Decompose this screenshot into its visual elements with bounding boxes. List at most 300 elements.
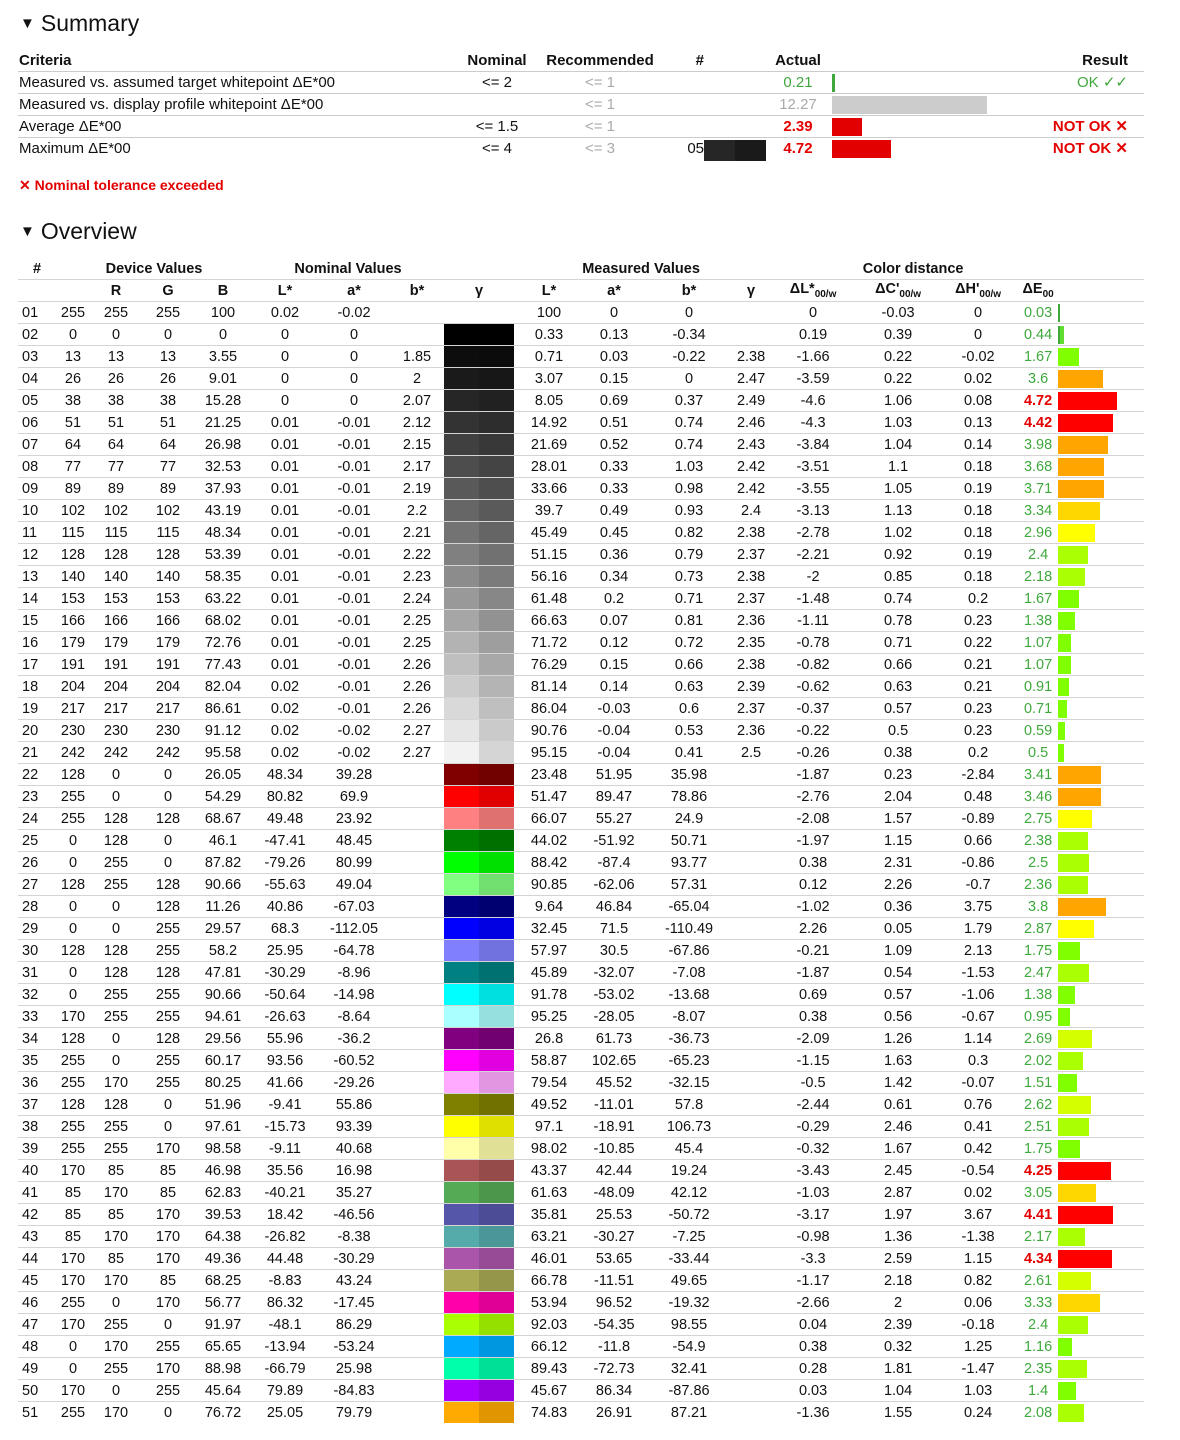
actual-cell: 0.21: [783, 74, 813, 91]
patch-row: [18, 1028, 1144, 1050]
nominal-l: 68.02: [194, 610, 252, 632]
device-b: 242: [142, 742, 194, 764]
measured-l: 3.07: [514, 368, 584, 390]
patch-num: 03: [18, 346, 56, 368]
patch-swatch: [444, 346, 514, 368]
device-r: 255: [56, 1050, 90, 1072]
patch-num: 42: [18, 1204, 56, 1226]
patch-row: [18, 676, 1144, 698]
patch-num: 27: [18, 874, 56, 896]
patch-num: 29: [18, 918, 56, 940]
device-g: 153: [90, 588, 142, 610]
delta-c: 0.56: [858, 1006, 938, 1028]
measured-b: 0.74: [644, 412, 734, 434]
measured-a: -72.73: [584, 1358, 644, 1380]
device-g: 64: [90, 434, 142, 456]
measured-gamma: 2.46: [734, 412, 768, 434]
delta-e-bar-cell: [1058, 1094, 1144, 1116]
delta-e-bar-cell: [1058, 456, 1144, 478]
nominal-b: -0.01: [318, 522, 390, 544]
delta-e-bar-cell: [1058, 1006, 1144, 1028]
measured-b: -8.07: [644, 1006, 734, 1028]
delta-e-header: $\Delta E_{00}$: [1018, 280, 1058, 302]
measured-b: 19.24: [644, 1160, 734, 1182]
measured-gamma: 2.35: [734, 632, 768, 654]
nominal-b: 49.04: [318, 874, 390, 896]
overview-table: [18, 258, 1144, 1423]
delta-e-bar: [1058, 1294, 1100, 1312]
nominal-a: 0.01: [252, 588, 318, 610]
patch-swatch: [444, 874, 514, 896]
nominal-a: 0.01: [252, 434, 318, 456]
device-r: 38: [56, 390, 90, 412]
device-b: 77: [142, 456, 194, 478]
measured-b: 0.93: [644, 500, 734, 522]
max-delta-swatch: [704, 140, 766, 161]
result-cell: NOT OK ✕: [1052, 118, 1128, 135]
device-r: 51: [56, 412, 90, 434]
patch-num: 34: [18, 1028, 56, 1050]
measured-a: 0.45: [584, 522, 644, 544]
nominal-l: 46.1: [194, 830, 252, 852]
device-b: 0: [142, 764, 194, 786]
delta-e-bar: [1058, 392, 1117, 410]
delta-e: 1.07: [1018, 632, 1058, 654]
delta-l: -2.08: [768, 808, 858, 830]
nominal-cell: <= 4: [481, 140, 513, 157]
patch-num: 17: [18, 654, 56, 676]
patch-num: 25: [18, 830, 56, 852]
delta-e-bar: [1058, 964, 1089, 982]
measured-l: 51.15: [514, 544, 584, 566]
delta-e: 2.69: [1018, 1028, 1058, 1050]
result-cell: OK ✓✓: [1077, 74, 1128, 91]
nominal-a: 93.56: [252, 1050, 318, 1072]
delta-e-bar-cell: [1058, 1270, 1144, 1292]
device-g: 255: [90, 1138, 142, 1160]
patch-swatch: [444, 962, 514, 984]
measured-b: 0.98: [644, 478, 734, 500]
delta-e-bar: [1058, 436, 1108, 454]
delta-e: 2.61: [1018, 1270, 1058, 1292]
patch-row: [18, 786, 1144, 808]
nominal-l: 58.2: [194, 940, 252, 962]
device-b: 85: [142, 1270, 194, 1292]
delta-h: 3.75: [938, 896, 1018, 918]
device-b: 255: [142, 302, 194, 324]
delta-h: 0.13: [938, 412, 1018, 434]
measured-b: -67.86: [644, 940, 734, 962]
nominal-l: 26.98: [194, 434, 252, 456]
patch-num: 39: [18, 1138, 56, 1160]
measured-b: 45.4: [644, 1138, 734, 1160]
nominal-l: 39.53: [194, 1204, 252, 1226]
device-g: 170: [90, 1182, 142, 1204]
patch-row: [18, 1050, 1144, 1072]
device-g: 115: [90, 522, 142, 544]
measured-b: 0.6: [644, 698, 734, 720]
nominal-gamma: [390, 874, 444, 896]
nominal-a: -50.64: [252, 984, 318, 1006]
delta-l: -0.62: [768, 676, 858, 698]
delta-l: -1.87: [768, 764, 858, 786]
nominal-l: 53.39: [194, 544, 252, 566]
patch-swatch: [444, 1358, 514, 1380]
nominal-a: 0.01: [252, 544, 318, 566]
measured-l: 100: [514, 302, 584, 324]
measured-gamma: [734, 1314, 768, 1336]
nominal-values-header: Nominal Values: [294, 260, 402, 277]
nominal-a: -66.79: [252, 1358, 318, 1380]
measured-l: 45.67: [514, 1380, 584, 1402]
device-r: 0: [56, 918, 90, 940]
patch-row: [18, 478, 1144, 500]
device-g: 255: [90, 1314, 142, 1336]
patch-num: 14: [18, 588, 56, 610]
summary-title: Summary: [40, 10, 140, 36]
delta-e-bar-cell: [1058, 1050, 1144, 1072]
delta-e-bar: [1058, 898, 1106, 916]
measured-gamma: [734, 830, 768, 852]
delta-l: -0.21: [768, 940, 858, 962]
delta-l: -1.15: [768, 1050, 858, 1072]
patch-swatch: [444, 434, 514, 456]
device-g: 85: [90, 1248, 142, 1270]
summary-row: [18, 137, 1144, 159]
device-r: 85: [56, 1204, 90, 1226]
delta-h: -0.89: [938, 808, 1018, 830]
nominal-a: -40.21: [252, 1182, 318, 1204]
delta-e-bar: [1058, 678, 1069, 696]
measured-b: 35.98: [644, 764, 734, 786]
delta-h: -0.7: [938, 874, 1018, 896]
measured-gamma: 2.47: [734, 368, 768, 390]
delta-h: 3.67: [938, 1204, 1018, 1226]
nominal-gamma: 2.19: [390, 478, 444, 500]
patch-row: [18, 984, 1144, 1006]
measured-gamma: 2.38: [734, 566, 768, 588]
device-b: 0: [142, 324, 194, 346]
nominal-a: -9.11: [252, 1138, 318, 1160]
nominal-a: -30.29: [252, 962, 318, 984]
nominal-a: 0.01: [252, 412, 318, 434]
device-b: 0: [142, 1094, 194, 1116]
measured-a: -10.85: [584, 1138, 644, 1160]
patch-row: [18, 1006, 1144, 1028]
nominal-gamma: [390, 1138, 444, 1160]
measured-l: 63.21: [514, 1226, 584, 1248]
measured-a: -62.06: [584, 874, 644, 896]
patch-swatch: [444, 610, 514, 632]
patch-swatch: [444, 456, 514, 478]
nominal-a: -55.63: [252, 874, 318, 896]
measured-gamma: 2.5: [734, 742, 768, 764]
delta-h: 0.19: [938, 478, 1018, 500]
measured-l: 26.8: [514, 1028, 584, 1050]
delta-e: 1.75: [1018, 940, 1058, 962]
device-g: 77: [90, 456, 142, 478]
device-r: 242: [56, 742, 90, 764]
nominal-b: -0.01: [318, 588, 390, 610]
nominal-b: -0.01: [318, 544, 390, 566]
nominal-gamma: [390, 1314, 444, 1336]
measured-l: 44.02: [514, 830, 584, 852]
measured-a: -48.09: [584, 1182, 644, 1204]
delta-c: 1.97: [858, 1204, 938, 1226]
patch-swatch: [444, 720, 514, 742]
measured-l: 9.64: [514, 896, 584, 918]
nominal-b: -0.01: [318, 500, 390, 522]
patch-swatch: [444, 676, 514, 698]
measured-b: 32.41: [644, 1358, 734, 1380]
delta-l: -0.37: [768, 698, 858, 720]
delta-e-bar-cell: [1058, 698, 1144, 720]
measured-a: 0.51: [584, 412, 644, 434]
device-r: 170: [56, 1006, 90, 1028]
delta-e: 3.6: [1018, 368, 1058, 390]
patch-row: [18, 346, 1144, 368]
measured-gamma: 2.42: [734, 478, 768, 500]
device-g: 170: [90, 1072, 142, 1094]
measured-b: 1.03: [644, 456, 734, 478]
delta-e: 3.46: [1018, 786, 1058, 808]
patch-swatch: [444, 1292, 514, 1314]
measured-a: 0.12: [584, 632, 644, 654]
delta-l: 0.19: [768, 324, 858, 346]
nominal-gamma: 2.07: [390, 390, 444, 412]
measured-gamma: [734, 1138, 768, 1160]
nominal-b: -8.38: [318, 1226, 390, 1248]
measured-l: 57.97: [514, 940, 584, 962]
measured-gamma: 2.38: [734, 346, 768, 368]
patch-row: [18, 1270, 1144, 1292]
nominal-l: 82.04: [194, 676, 252, 698]
device-g: 0: [90, 896, 142, 918]
patch-num: 23: [18, 786, 56, 808]
device-b: 191: [142, 654, 194, 676]
measured-a: 0.34: [584, 566, 644, 588]
delta-e-bar-cell: [1058, 610, 1144, 632]
patch-swatch: [444, 764, 514, 786]
patch-swatch: [444, 1226, 514, 1248]
recommended-cell: <= 1: [584, 96, 616, 113]
device-g: 13: [90, 346, 142, 368]
device-g: 128: [90, 808, 142, 830]
measured-gamma: 2.42: [734, 456, 768, 478]
nominal-l: 15.28: [194, 390, 252, 412]
delta-l: -3.59: [768, 368, 858, 390]
patch-num: 51: [18, 1402, 56, 1424]
delta-e-bar: [1058, 1316, 1088, 1334]
nominal-l: 86.61: [194, 698, 252, 720]
nominal-gamma: [390, 1116, 444, 1138]
device-r: 0: [56, 984, 90, 1006]
delta-e: 3.41: [1018, 764, 1058, 786]
delta-h: 0.08: [938, 390, 1018, 412]
measured-l: 98.02: [514, 1138, 584, 1160]
nominal-a-header: a*: [318, 280, 390, 302]
nominal-l: 56.77: [194, 1292, 252, 1314]
patch-row: [18, 588, 1144, 610]
patch-swatch: [444, 544, 514, 566]
device-b: 85: [142, 1182, 194, 1204]
delta-e: 4.72: [1018, 390, 1058, 412]
measured-b: -19.32: [644, 1292, 734, 1314]
patch-swatch: [444, 412, 514, 434]
measured-a: 30.5: [584, 940, 644, 962]
patch-row: [18, 742, 1144, 764]
measured-gamma: [734, 808, 768, 830]
nominal-l: 49.36: [194, 1248, 252, 1270]
patch-num: 40: [18, 1160, 56, 1182]
measured-a: -18.91: [584, 1116, 644, 1138]
nominal-l: 60.17: [194, 1050, 252, 1072]
delta-e: 0.91: [1018, 676, 1058, 698]
delta-h: 0.21: [938, 654, 1018, 676]
measured-gamma: [734, 896, 768, 918]
nominal-b: -0.01: [318, 698, 390, 720]
measured-b: 0.53: [644, 720, 734, 742]
delta-c: 0.05: [858, 918, 938, 940]
delta-h: -1.38: [938, 1226, 1018, 1248]
device-b: 217: [142, 698, 194, 720]
actual-cell: 2.39: [783, 118, 813, 135]
delta-c: 0.38: [858, 742, 938, 764]
delta-l: -3.3: [768, 1248, 858, 1270]
nominal-a: 0.01: [252, 632, 318, 654]
device-b: 255: [142, 984, 194, 1006]
nominal-gamma: 1.85: [390, 346, 444, 368]
nominal-a: 35.56: [252, 1160, 318, 1182]
delta-e-bar-cell: [1058, 720, 1144, 742]
criteria-cell: Maximum ΔE*00: [19, 140, 131, 157]
nominal-gamma: [390, 1402, 444, 1424]
actual-cell: 4.72: [783, 140, 813, 157]
patch-swatch: [444, 478, 514, 500]
delta-e-bar-cell: [1058, 478, 1144, 500]
measured-a: 0.03: [584, 346, 644, 368]
delta-h: 0.19: [938, 544, 1018, 566]
delta-e-bar: [1058, 612, 1075, 630]
patch-row: [18, 610, 1144, 632]
device-r: 128: [56, 940, 90, 962]
delta-c: 0.61: [858, 1094, 938, 1116]
recommended-cell: <= 1: [584, 74, 616, 91]
delta-l: -1.87: [768, 962, 858, 984]
delta-e-bar: [1058, 326, 1064, 344]
measured-b: 57.8: [644, 1094, 734, 1116]
delta-e: 4.42: [1018, 412, 1058, 434]
nominal-b: -0.01: [318, 610, 390, 632]
overview-toggle[interactable]: [20, 218, 137, 245]
patch-row: [18, 1204, 1144, 1226]
nominal-b: -0.01: [318, 566, 390, 588]
measured-l: 76.29: [514, 654, 584, 676]
delta-c: 0.39: [858, 324, 938, 346]
nominal-a: 0.01: [252, 566, 318, 588]
delta-c: 1.02: [858, 522, 938, 544]
device-r: 153: [56, 588, 90, 610]
nominal-a: 0.02: [252, 302, 318, 324]
measured-b: -110.49: [644, 918, 734, 940]
delta-l: -0.5: [768, 1072, 858, 1094]
device-r: 255: [56, 302, 90, 324]
measured-b: 42.12: [644, 1182, 734, 1204]
device-b: 128: [142, 808, 194, 830]
device-b: 255: [142, 1336, 194, 1358]
nominal-gamma: 2.2: [390, 500, 444, 522]
delta-h: 0.23: [938, 610, 1018, 632]
delta-l: -2.66: [768, 1292, 858, 1314]
patch-row: [18, 302, 1144, 324]
delta-e-bar-cell: [1058, 1182, 1144, 1204]
delta-e-bar: [1058, 766, 1101, 784]
measured-l: 39.7: [514, 500, 584, 522]
delta-e-bar-cell: [1058, 1204, 1144, 1226]
nominal-gamma-header: γ: [444, 280, 514, 302]
device-b: 13: [142, 346, 194, 368]
measured-a: 102.65: [584, 1050, 644, 1072]
device-r: 0: [56, 962, 90, 984]
delta-e: 2.02: [1018, 1050, 1058, 1072]
nominal-b: 79.79: [318, 1402, 390, 1424]
patch-num: 41: [18, 1182, 56, 1204]
measured-b: -7.08: [644, 962, 734, 984]
delta-c: 1.04: [858, 1380, 938, 1402]
delta-l: -1.36: [768, 1402, 858, 1424]
delta-c: 0.22: [858, 346, 938, 368]
delta-e-bar-cell: [1058, 1358, 1144, 1380]
nominal-a: 86.32: [252, 1292, 318, 1314]
nominal-gamma: [390, 1292, 444, 1314]
patch-num: 30: [18, 940, 56, 962]
measured-l: 90.85: [514, 874, 584, 896]
delta-e-bar: [1058, 1096, 1091, 1114]
device-g: 230: [90, 720, 142, 742]
summary-toggle[interactable]: [20, 10, 139, 37]
delta-e: 0.03: [1018, 302, 1058, 324]
measured-a: 0.49: [584, 500, 644, 522]
device-b: 170: [142, 1226, 194, 1248]
delta-e-bar: [1058, 458, 1104, 476]
device-b: 128: [142, 874, 194, 896]
measured-l: 43.37: [514, 1160, 584, 1182]
delta-h: -0.18: [938, 1314, 1018, 1336]
device-g: 255: [90, 984, 142, 1006]
delta-h: 0.3: [938, 1050, 1018, 1072]
delta-h: 0.18: [938, 522, 1018, 544]
patch-swatch: [444, 1336, 514, 1358]
nominal-l: 0: [194, 324, 252, 346]
patch-swatch: [444, 1248, 514, 1270]
nominal-b: -8.64: [318, 1006, 390, 1028]
measured-l: 32.45: [514, 918, 584, 940]
patch-swatch: [444, 830, 514, 852]
nominal-b: -29.26: [318, 1072, 390, 1094]
patch-row: [18, 1226, 1144, 1248]
measured-l-header: L*: [514, 280, 584, 302]
measured-a: -51.92: [584, 830, 644, 852]
patch-num: 11: [18, 522, 56, 544]
measured-b: -87.86: [644, 1380, 734, 1402]
patch-swatch: [444, 1006, 514, 1028]
delta-c: 1.67: [858, 1138, 938, 1160]
measured-b: 0.41: [644, 742, 734, 764]
device-b: 255: [142, 918, 194, 940]
delta-e: 0.5: [1018, 742, 1058, 764]
nominal-a: 44.48: [252, 1248, 318, 1270]
measured-b: 0.74: [644, 434, 734, 456]
